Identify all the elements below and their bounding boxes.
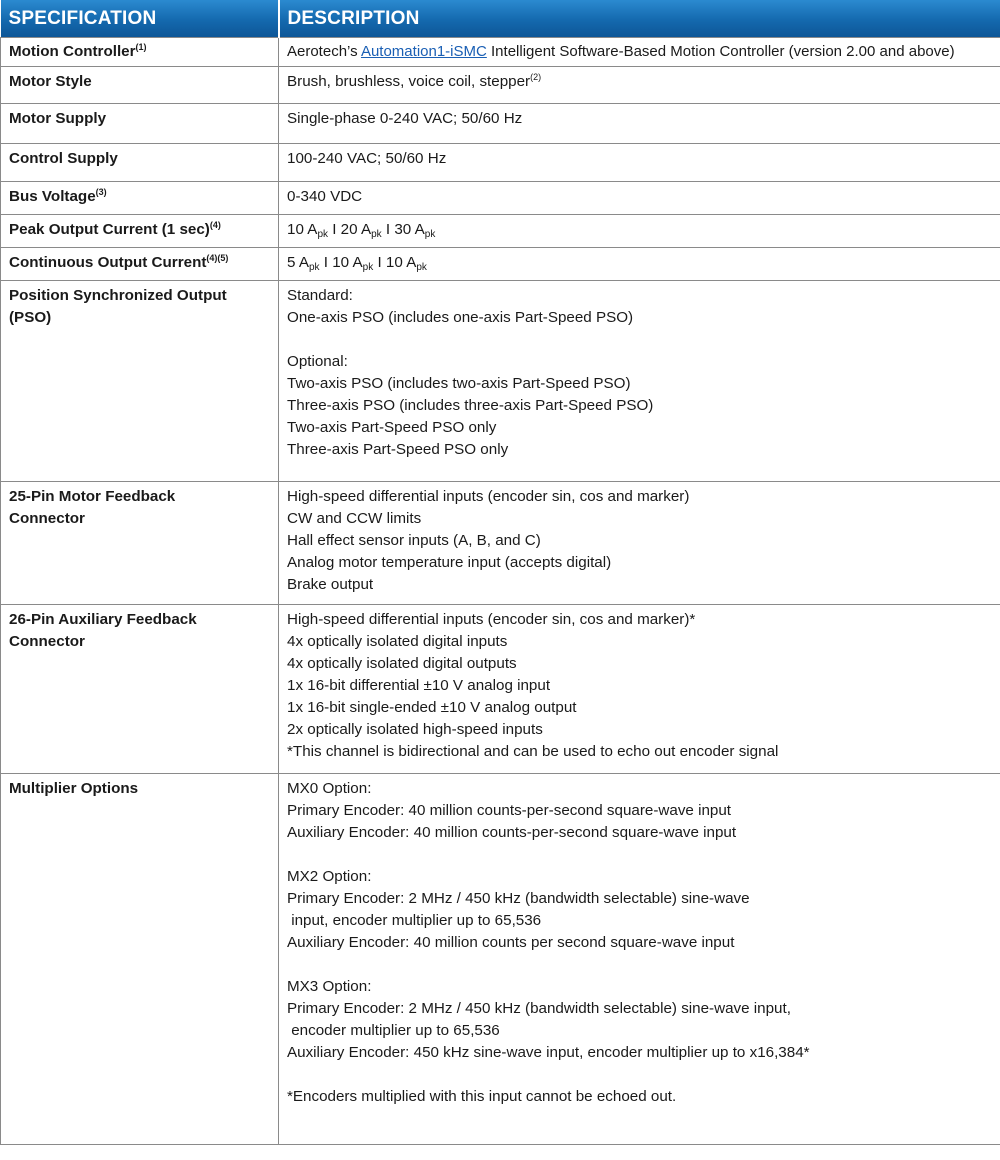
desc-line: *This channel is bidirectional and can be used to echo out encoder signal	[287, 743, 779, 760]
spec-name	[1, 605, 279, 774]
desc-line: Auxiliary Encoder: 40 million counts per second square-wave input	[287, 934, 735, 951]
table-row	[1, 248, 1000, 281]
desc-line: input, encoder multiplier up to 65,536	[287, 912, 542, 929]
spec-name	[1, 182, 279, 215]
spec-name-text: Bus Voltage	[9, 188, 96, 205]
spec-name-line: (PSO)	[9, 309, 52, 326]
desc-line: 4x optically isolated digital outputs	[287, 655, 517, 672]
desc-line: CW and CCW limits	[287, 510, 422, 527]
desc-line: MX2 Option:	[287, 868, 372, 885]
table-row	[1, 144, 1000, 182]
spec-name-text: Continuous Output Current	[9, 254, 207, 271]
desc-line: MX3 Option:	[287, 978, 372, 995]
spec-desc	[279, 215, 1000, 248]
spec-desc	[279, 144, 1000, 182]
current-unit-sub: pk	[371, 229, 382, 240]
current-unit: A	[414, 221, 425, 238]
spec-name-text: Motor Style	[9, 73, 92, 90]
spec-name	[1, 38, 279, 67]
desc-text: 100-240 VAC; 50/60 Hz	[287, 150, 447, 167]
desc-line: Primary Encoder: 2 MHz / 450 kHz (bandwidth selectable) sine-wave input,	[287, 1000, 791, 1017]
spec-name	[1, 215, 279, 248]
automation1-ismc-link[interactable]: Automation1-iSMC	[360, 43, 487, 60]
spec-desc	[279, 281, 1000, 482]
desc-line	[287, 954, 992, 976]
footnote-ref: (4)(5)	[206, 253, 229, 263]
spec-name	[1, 67, 279, 104]
desc-line: High-speed differential inputs (encoder sin, cos and marker)	[287, 488, 690, 505]
spec-name-text: Control Supply	[9, 150, 118, 167]
desc-line: 1x 16-bit single-ended ±10 V analog output	[287, 699, 577, 716]
footnote-ref: (4)	[209, 220, 221, 230]
spec-name-line: 25-Pin Motor Feedback	[9, 488, 176, 505]
current-unit: A	[307, 221, 318, 238]
desc-line	[287, 844, 992, 866]
desc-line: *Encoders multiplied with this input cannot be echoed out.	[287, 1088, 677, 1105]
table-row	[1, 482, 1000, 605]
desc-line: Auxiliary Encoder: 40 million counts-per-second square-wave input	[287, 824, 737, 841]
header-description: DESCRIPTION	[279, 0, 1000, 38]
desc-text: Aerotech’s	[287, 43, 361, 60]
desc-line: Auxiliary Encoder: 450 kHz sine-wave input, encoder multiplier up to x16,384*	[287, 1044, 810, 1061]
current-unit: A	[360, 221, 372, 238]
desc-line: 4x optically isolated digital inputs	[287, 633, 508, 650]
value-separator: I	[319, 254, 333, 271]
desc-line: encoder multiplier up to 65,536	[287, 1022, 500, 1039]
spec-name	[1, 248, 279, 281]
spec-name-line: Connector	[9, 510, 85, 527]
spec-name-line: Position Synchronized Output	[9, 287, 227, 304]
desc-text: Brush, brushless, voice coil, stepper	[287, 73, 531, 90]
desc-line: Standard:	[287, 287, 353, 304]
spec-desc	[279, 67, 1000, 104]
desc-line: Three-axis Part-Speed PSO only	[287, 441, 509, 458]
current-unit-sub: pk	[416, 262, 427, 273]
current-value: 10	[385, 254, 403, 271]
desc-line: One-axis PSO (includes one-axis Part-Speed PSO)	[287, 309, 634, 326]
spec-name	[1, 281, 279, 482]
spec-name-text: Multiplier Options	[9, 780, 139, 797]
current-unit-sub: pk	[317, 229, 328, 240]
value-separator: I	[328, 221, 341, 238]
desc-line: Two-axis Part-Speed PSO only	[287, 419, 497, 436]
table-row	[1, 38, 1000, 67]
spec-desc	[279, 605, 1000, 774]
spec-desc	[279, 182, 1000, 215]
spec-name-line: Connector	[9, 633, 85, 650]
table-row	[1, 774, 1000, 1145]
current-unit: A	[298, 254, 309, 271]
desc-line: MX0 Option:	[287, 780, 372, 797]
desc-line: 1x 16-bit differential ±10 V analog input	[287, 677, 551, 694]
header-specification: SPECIFICATION	[1, 0, 279, 38]
spec-name	[1, 144, 279, 182]
spec-desc	[279, 774, 1000, 1145]
table-row	[1, 605, 1000, 774]
desc-text: 0-340 VDC	[287, 188, 363, 205]
current-unit: A	[352, 254, 363, 271]
current-value: 30	[394, 221, 412, 238]
spec-desc	[279, 248, 1000, 281]
footnote-ref: (3)	[95, 187, 107, 197]
spec-desc	[279, 104, 1000, 144]
spec-name-text: Motor Supply	[9, 110, 107, 127]
table-row	[1, 215, 1000, 248]
desc-line	[287, 329, 992, 351]
desc-line: High-speed differential inputs (encoder sin, cos and marker)*	[287, 611, 696, 628]
desc-line: Primary Encoder: 2 MHz / 450 kHz (bandwidth selectable) sine-wave	[287, 890, 750, 907]
current-unit: A	[406, 254, 417, 271]
current-value: 10	[287, 221, 304, 238]
table-row	[1, 182, 1000, 215]
current-value: 10	[332, 254, 350, 271]
desc-line: Hall effect sensor inputs (A, B, and C)	[287, 532, 541, 549]
desc-line: 2x optically isolated high-speed inputs	[287, 721, 543, 738]
desc-line	[287, 1064, 992, 1086]
table-row	[1, 281, 1000, 482]
desc-line: Three-axis PSO (includes three-axis Part-Speed PSO)	[287, 397, 654, 414]
current-value: 5	[287, 254, 296, 271]
desc-line: Brake output	[287, 576, 374, 593]
spec-name-text: Motion Controller	[9, 43, 136, 60]
footnote-ref: (2)	[530, 72, 542, 82]
desc-text: Intelligent Software-Based Motion Controller (version 2.00 and above)	[486, 43, 955, 60]
desc-text: Single-phase 0-240 VAC; 50/60 Hz	[287, 110, 523, 127]
desc-line: Two-axis PSO (includes two-axis Part-Speed PSO)	[287, 375, 631, 392]
spec-name	[1, 482, 279, 605]
current-unit-sub: pk	[362, 262, 374, 273]
spec-desc	[279, 38, 1000, 67]
spec-name-line: 26-Pin Auxiliary Feedback	[9, 611, 197, 628]
current-unit-sub: pk	[424, 229, 436, 240]
table-row	[1, 67, 1000, 104]
footnote-ref: (1)	[135, 42, 147, 52]
desc-line: Primary Encoder: 40 million counts-per-second square-wave input	[287, 802, 732, 819]
value-separator: I	[373, 254, 386, 271]
spec-name	[1, 104, 279, 144]
spec-name-text: Peak Output Current (1 sec)	[9, 221, 210, 238]
table-row	[1, 104, 1000, 144]
current-value: 20	[340, 221, 358, 238]
table-header-row	[1, 0, 1000, 38]
desc-line: Analog motor temperature input (accepts digital)	[287, 554, 612, 571]
spec-name	[1, 774, 279, 1145]
current-unit-sub: pk	[308, 262, 320, 273]
spec-desc	[279, 482, 1000, 605]
value-separator: I	[381, 221, 395, 238]
desc-line: Optional:	[287, 353, 348, 370]
